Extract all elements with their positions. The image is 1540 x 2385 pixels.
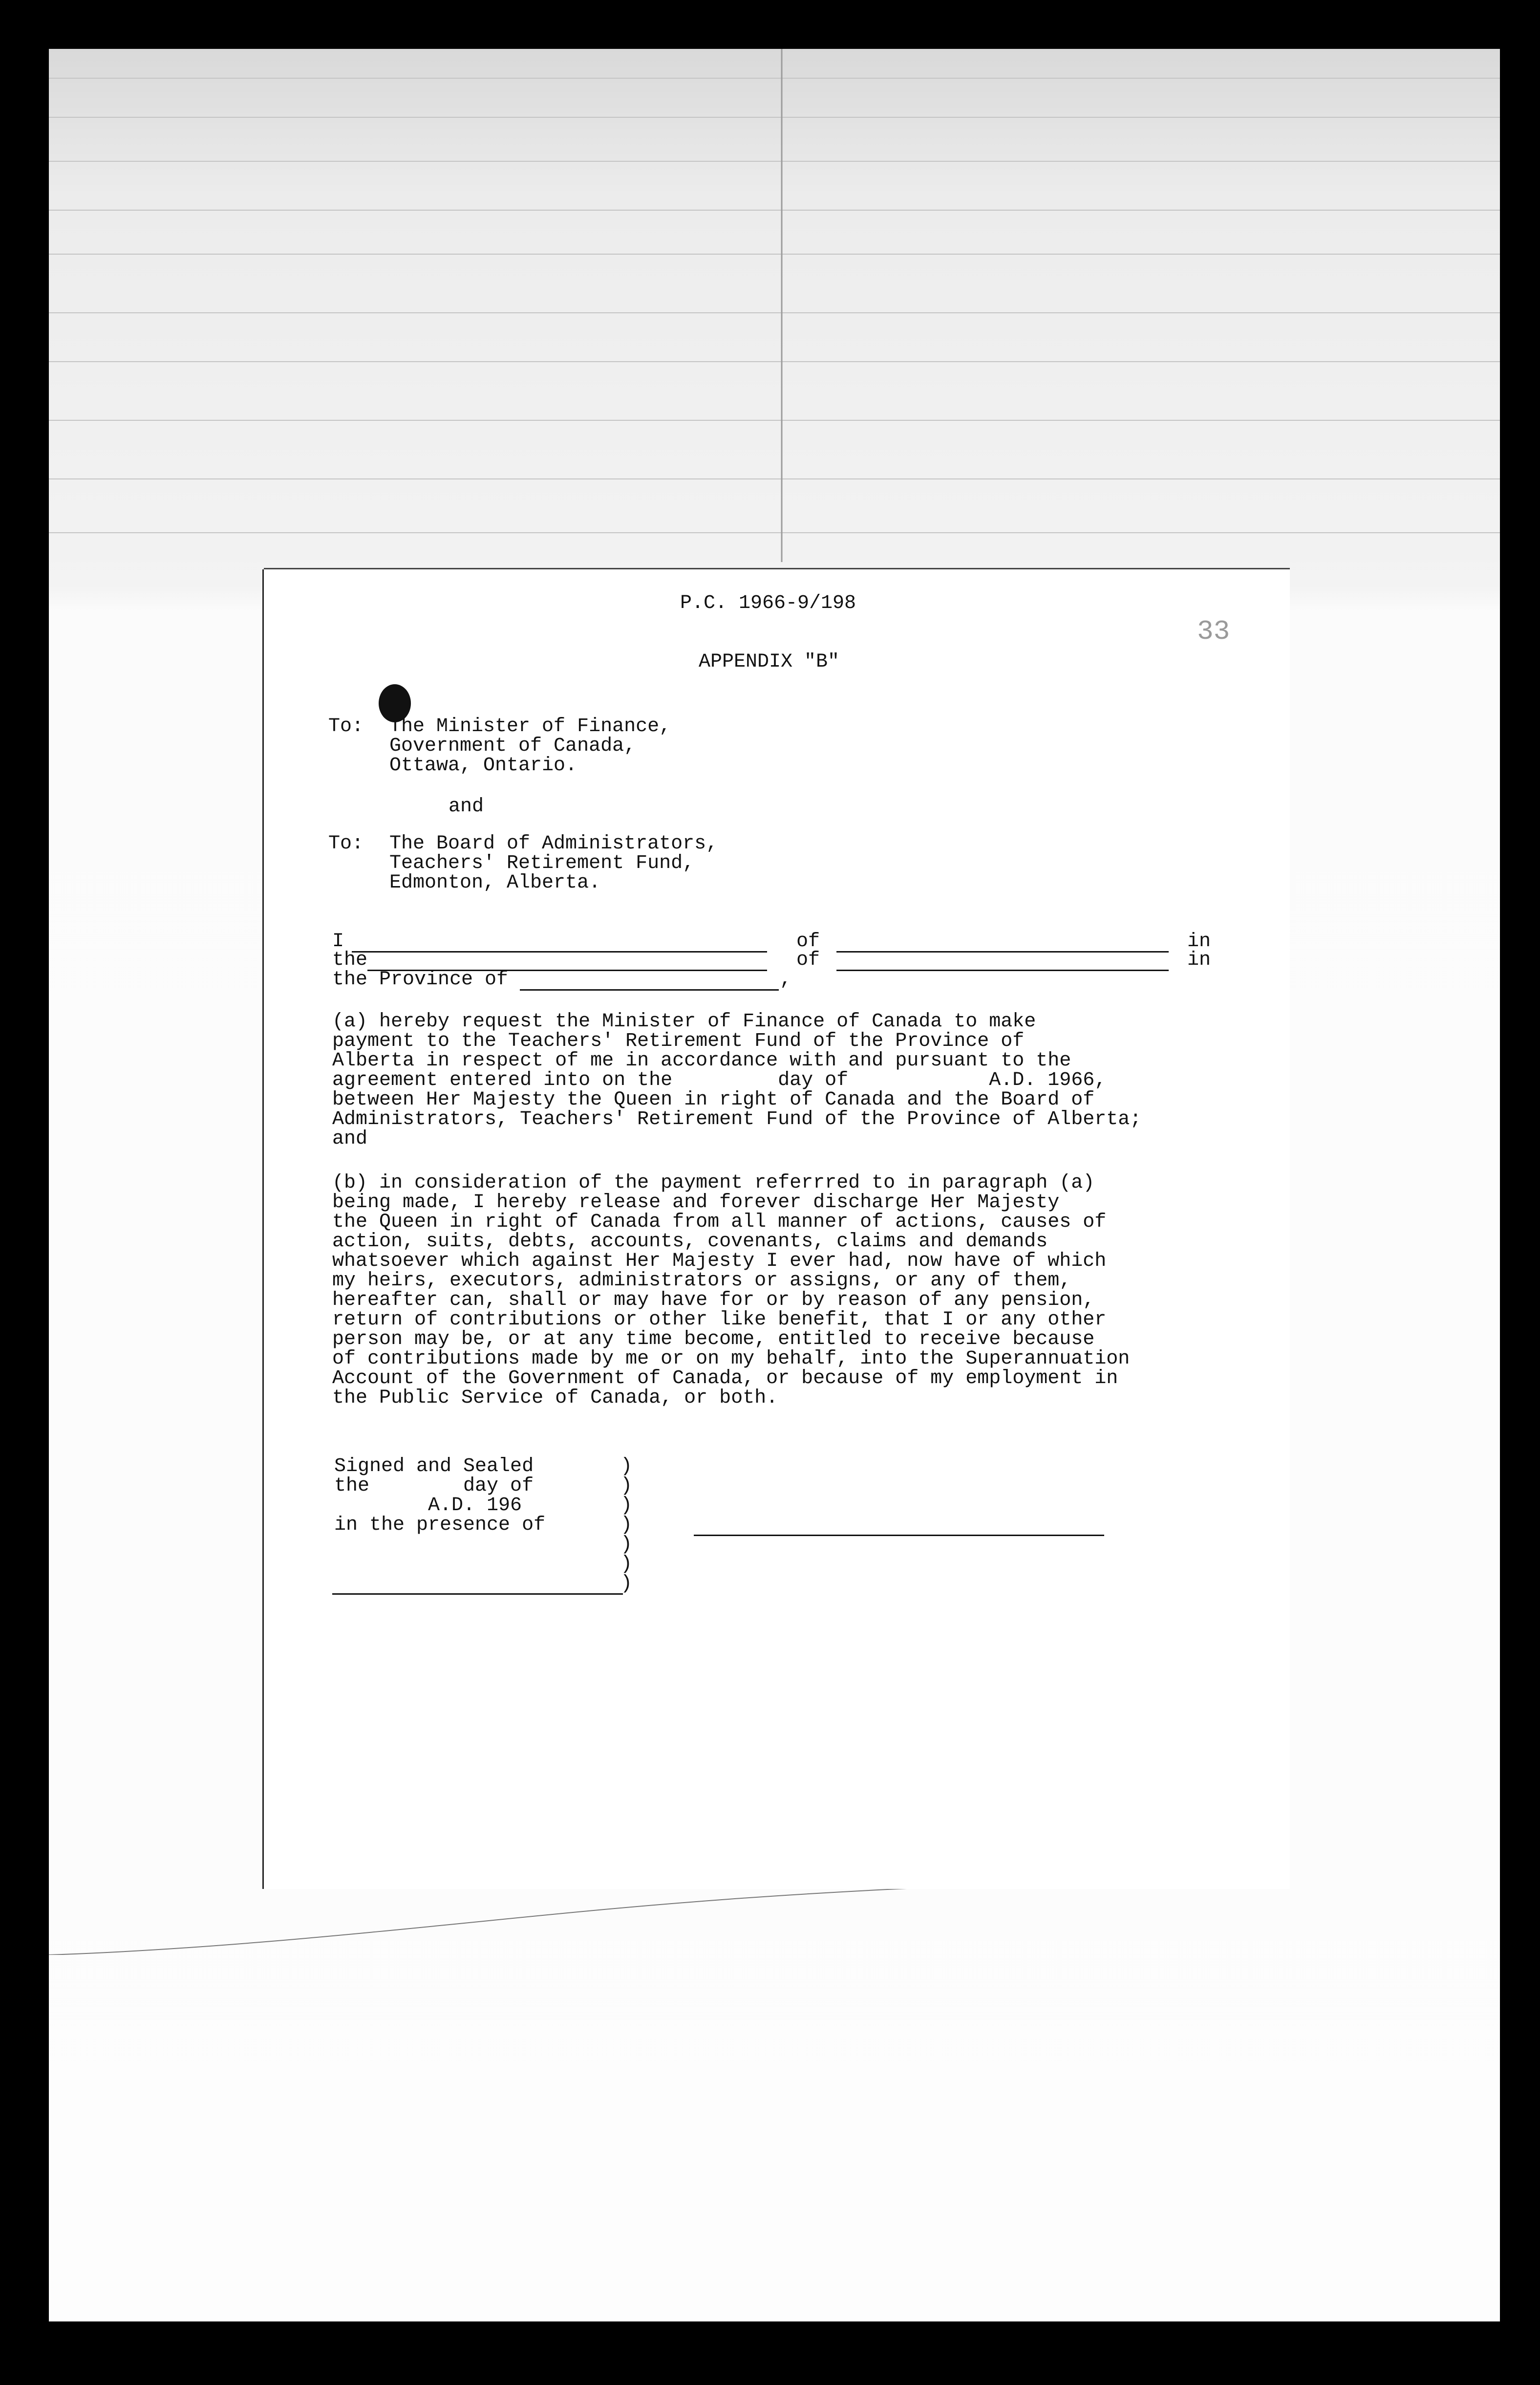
form-comma: ,	[780, 969, 792, 991]
form-the: the	[332, 949, 368, 971]
para-b-line: hereafter can, shall or may have for or by reason of any pension,	[332, 1289, 1095, 1311]
para-b-line: Account of the Government of Canada, or because of my employment in	[332, 1367, 1118, 1389]
signature-text: the day of	[334, 1475, 534, 1497]
para-a-line: Administrators, Teachers' Retirement Fund of the Province of Alberta;	[332, 1108, 1142, 1130]
bracket: )	[620, 1553, 633, 1575]
address1-to: To:	[328, 716, 364, 737]
para-b-line: action, suits, debts, accounts, covenants, claims and demands	[332, 1231, 1048, 1253]
form-province: the Province of	[332, 969, 509, 991]
address2-line1: The Board of Administrators,	[389, 833, 718, 855]
para-b-line: person may be, or at any time become, entitled to receive because	[332, 1328, 1095, 1350]
address1-line3: Ottawa, Ontario.	[389, 755, 578, 777]
address1-line1: The Minister of Finance,	[389, 716, 671, 737]
address2-line2: Teachers' Retirement Fund,	[389, 852, 695, 874]
signature-text: Signed and Sealed	[334, 1455, 534, 1477]
para-b-line: of contributions made by me or on my behalf, into the Superannuation	[332, 1348, 1130, 1370]
address2-to: To:	[328, 833, 364, 855]
name-blank[interactable]	[352, 951, 767, 953]
form-of-2: of	[796, 949, 820, 971]
bracket: )	[620, 1495, 633, 1517]
appendix-title: APPENDIX "B"	[699, 651, 840, 673]
pc-number: P.C. 1966-9/198	[680, 592, 856, 614]
para-b-line: the Public Service of Canada, or both.	[332, 1387, 778, 1409]
para-a-line: (a) hereby request the Minister of Finance of Canada to make	[332, 1011, 1036, 1033]
bracket: )	[620, 1514, 633, 1536]
para-b-line: being made, I hereby release and forever discharge Her Majesty	[332, 1192, 1060, 1214]
para-a-line: Alberta in respect of me in accordance with and pursuant to the	[332, 1050, 1071, 1072]
form-in-1: in	[1187, 931, 1211, 953]
witness-line[interactable]	[332, 1593, 623, 1595]
para-b-line: (b) in consideration of the payment referrred to in paragraph (a)	[332, 1172, 1095, 1194]
form-of-1: of	[796, 931, 820, 953]
para-b-line: my heirs, executors, administrators or assigns, or any of them,	[332, 1270, 1071, 1292]
address1-line2: Government of Canada,	[389, 735, 636, 757]
para-b-line: whatsoever which against Her Majesty I ever had, now have of which	[332, 1250, 1107, 1272]
bracket: )	[620, 1475, 633, 1497]
para-a-line: payment to the Teachers' Retirement Fund of the Province of	[332, 1030, 1025, 1052]
address-blank-2[interactable]	[836, 970, 1169, 971]
para-a-line: between Her Majesty the Queen in right of Canada and the Board of	[332, 1089, 1095, 1111]
film-streaks	[49, 49, 1500, 562]
para-b-line: the Queen in right of Canada from all manner of actions, causes of	[332, 1211, 1107, 1233]
connector-and: and	[449, 796, 484, 818]
para-a-line: and	[332, 1128, 368, 1150]
para-b-line: return of contributions or other like benefit, that I or any other	[332, 1309, 1107, 1331]
signature-line[interactable]	[694, 1535, 1104, 1536]
para-a-line: agreement entered into on the day of A.D. 1966,	[332, 1069, 1107, 1091]
page-mark: 33	[1197, 616, 1230, 647]
bracket: )	[620, 1573, 633, 1595]
form-i: I	[332, 931, 344, 953]
address2-line3: Edmonton, Alberta.	[389, 872, 601, 894]
signature-text: A.D. 196	[334, 1495, 522, 1517]
bracket: )	[620, 1534, 633, 1556]
signature-text: in the presence of	[334, 1514, 546, 1536]
bracket: )	[620, 1455, 633, 1477]
form-in-2: in	[1187, 949, 1211, 971]
address-blank-1[interactable]	[836, 951, 1169, 953]
province-blank[interactable]	[520, 989, 779, 991]
